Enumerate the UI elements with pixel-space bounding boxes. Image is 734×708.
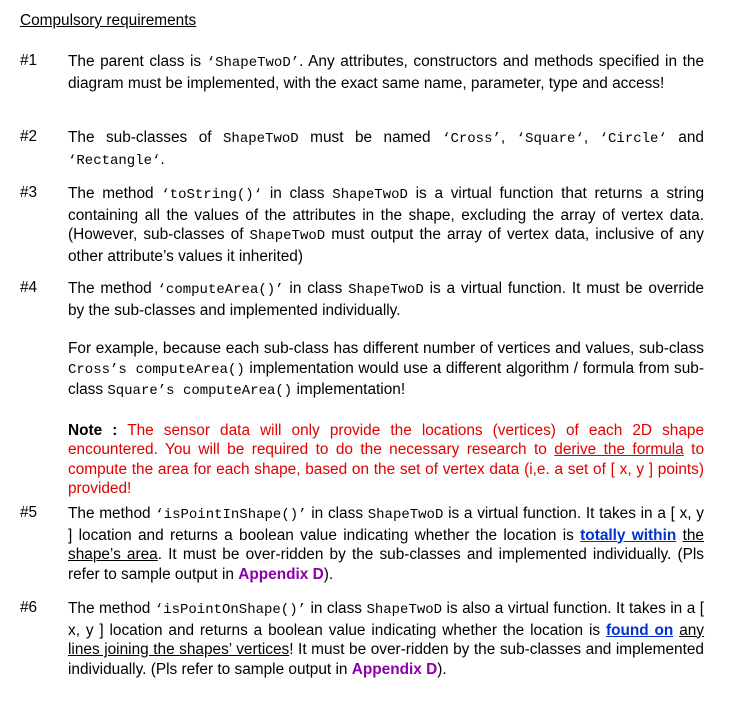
requirement-3 <box>20 184 704 266</box>
requirement-number: #2 <box>20 128 38 145</box>
note: Note : The sensor data will only provide the locations (vertices) of each 2D shape encountered. You will be required to do the necessary research to derive the formula to compute the area for each shape, based on the set of vertex data (i,e. a set of [ x, y ] points) provided! <box>68 421 705 497</box>
requirement-number: #6 <box>20 599 38 616</box>
requirement-number: #1 <box>20 52 38 69</box>
page-title: Compulsory requirements <box>20 12 197 29</box>
requirement-6 <box>20 599 704 679</box>
emphasis-link: totally within <box>580 526 677 544</box>
requirement-text: The method ‘computeArea()’ in class ShapeTwoD is a virtual function. It must be override by the sub-classes and implemented individually. For example, because each sub-class has different number of vertices and values, sub-class Cross’s computeArea() implementation would use a different algorithm / formula from sub-class Square’s computeArea() implementation! Note : The sensor data will only provide the locations (vertices) of each 2D shape encountered. You will be required to do the necessary research to derive the formula to compute the area for each shape, based on the set of vertex data (i,e. a set of [ x, y ] points) provided! <box>68 280 705 497</box>
requirement-text: The parent class is ‘ShapeTwoD’. Any attributes, constructors and methods specified in the diagram must be implemented, with the exact same name, parameter, type and access! <box>68 53 704 92</box>
requirement-1 <box>20 52 704 93</box>
requirement-text: The sub-classes of ShapeTwoD must be named ‘Cross’, ‘Square‘, ‘Circle‘ and ‘Rectangle‘. <box>68 129 704 169</box>
requirement-number: #5 <box>20 504 38 521</box>
appendix-reference: Appendix D <box>238 565 324 583</box>
requirement-4 <box>20 279 704 499</box>
requirement-number: #4 <box>20 279 38 296</box>
requirement-5 <box>20 504 704 584</box>
requirement-text: The method ‘toString()‘ in class ShapeTwoD is a virtual function that returns a string containing all the values of the attributes in the shape, excluding the array of vertex data. (However, sub-classes of ShapeTwoD must output the array of vertex data, inclusive of any other attribute’s values it inherited) <box>68 185 705 265</box>
emphasis-link: found on <box>605 621 674 639</box>
requirement-text: The method ‘isPointInShape()’ in class ShapeTwoD is a virtual function. It takes in a [ x, y ] location and returns a boolean value indicating whether the location is totally within the shape’s area. It must be over-ridden by the sub-classes and implemented individually. (Pls refer to sample output in Appendix D). <box>68 505 704 583</box>
appendix-reference: Appendix D <box>351 660 438 678</box>
requirement-number: #3 <box>20 184 38 201</box>
requirement-text: The method ‘isPointOnShape()’ in class ShapeTwoD is also a virtual function. It takes in a [ x, y ] location and returns a boolean value indicating whether the location is found on any lines joining the shapes’ vertices! It must be over-ridden by the sub-classes and implemented individually. (Pls refer to sample output in Appendix D). <box>68 600 705 678</box>
requirement-2 <box>20 128 704 171</box>
